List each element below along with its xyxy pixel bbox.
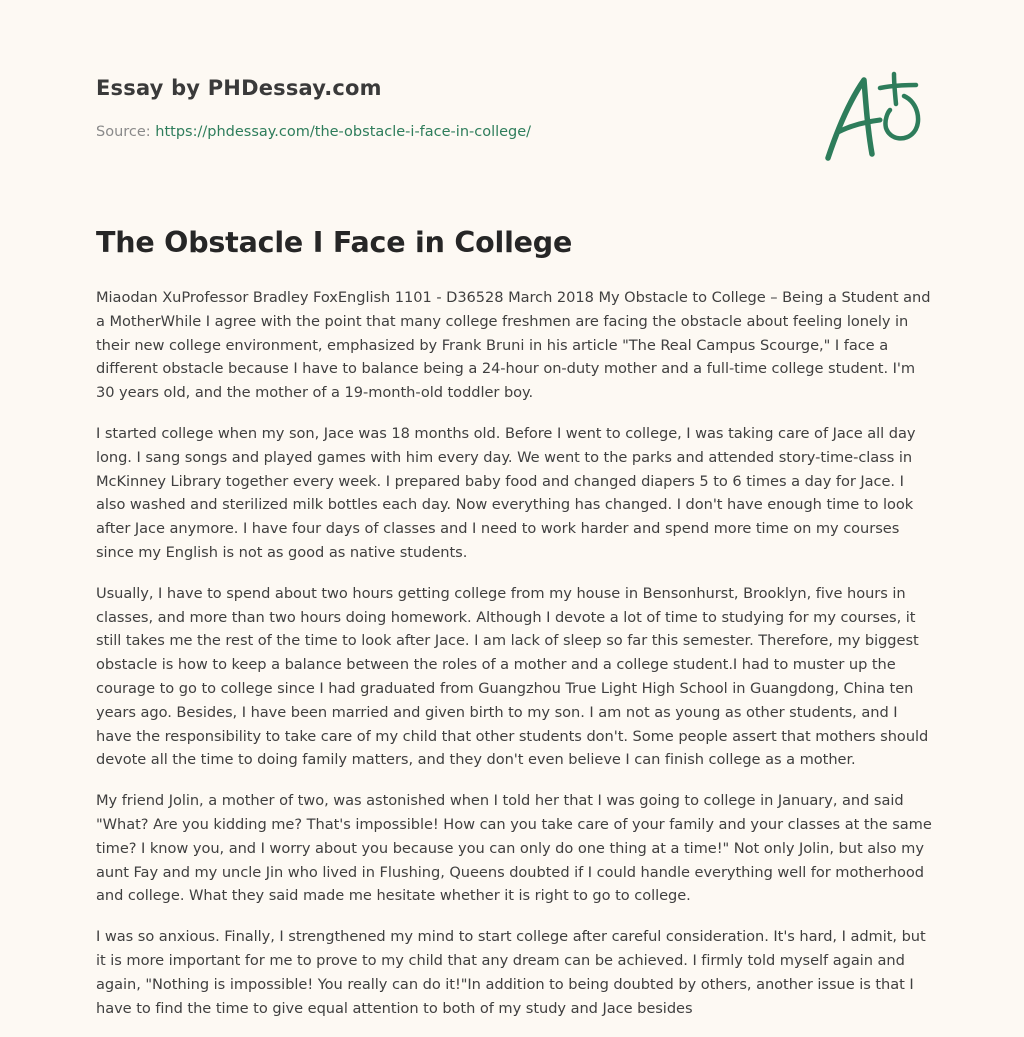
essay-paragraph: Usually, I have to spend about two hours getting college from my house in Bensonhurst, Brooklyn, five hours in classes, and more than two hours doing homework. Although I devote a lot of time to studying for my courses, it still takes me the rest of the time to look after Jace. I am lack of sleep so far this semester. Therefore, my biggest obstacle is how to keep a balance between the roles of a mother and a college student.I had to muster up the courage to go to college since I had graduated from Guangzhou True Light High School in Guangdong, China ten years ago. Besides, I have been married and given birth to my son. I am not as young as other students, and I have the responsibility to take care of my child that other students don't. Some people assert that mothers should devote all the time to doing family matters, and they don't even believe I can finish college as a mother.	[96, 584, 929, 769]
essay-body	[96, 286, 932, 1037]
essay-paragraph: Miaodan XuProfessor Bradley FoxEnglish 1101 - D36528 March 2018 My Obstacle to College – Being a Student and a MotherWhile I agree with the point that many college freshmen are facing the obstacle about feeling lonely in their new college environment, emphasized by Frank Bruni in his article "The Real Campus Scourge," I face a different obstacle because I have to balance being a 24-hour on-duty mother and a full-time college student. I'm 30 years old, and the mother of a 19-month-old toddler boy.	[96, 289, 931, 402]
source-link[interactable]: https://phdessay.com/the-obstacle-i-face-in-college/	[155, 124, 532, 140]
source-line	[96, 124, 531, 140]
essay-paragraph: My friend Jolin, a mother of two, was astonished when I told her that I was going to college in January, and said "What? Are you kidding me? That's impossible! How can you take care of your family and your classes at the same time? I know you, and I worry about you because you can only do one thing at a time!" Not only Jolin, but also my aunt Fay and my uncle Jin who lived in Flushing, Queens doubted if I could handle everything well for motherhood and college. What they said made me hesitate whether it is right to go to college.	[96, 792, 932, 905]
essay-paragraph: I started college when my son, Jace was 18 months old. Before I went to college, I was taking care of Jace all day long. I sang songs and played games with him every day. We went to the parks and attended story-time-class in McKinney Library together every week. I prepared baby food and changed diapers 5 to 6 times a day for Jace. I also washed and sterilized milk bottles each day. Now everything has changed. I don't have enough time to look after Jace anymore. I have four days of classes and I need to work harder and spend more time on my courses since my English is not as good as native students.	[96, 424, 916, 561]
essay-paragraph: I was so anxious. Finally, I strengthened my mind to start college after careful consideration. It's hard, I admit, but it is more important for me to prove to my child that any dream can be achieved. I firmly told myself again and again, "Nothing is impossible! You really can do it!"In addition to being doubted by others, another issue is that I have to find the time to give equal attention to both of my study and Jace besides	[96, 928, 926, 1017]
source-label: Source:	[96, 124, 156, 140]
essay-title: The Obstacle I Face in College	[96, 226, 573, 259]
site-brand: Essay by PHDessay.com	[96, 76, 382, 100]
a-plus-grade-icon	[818, 66, 930, 166]
